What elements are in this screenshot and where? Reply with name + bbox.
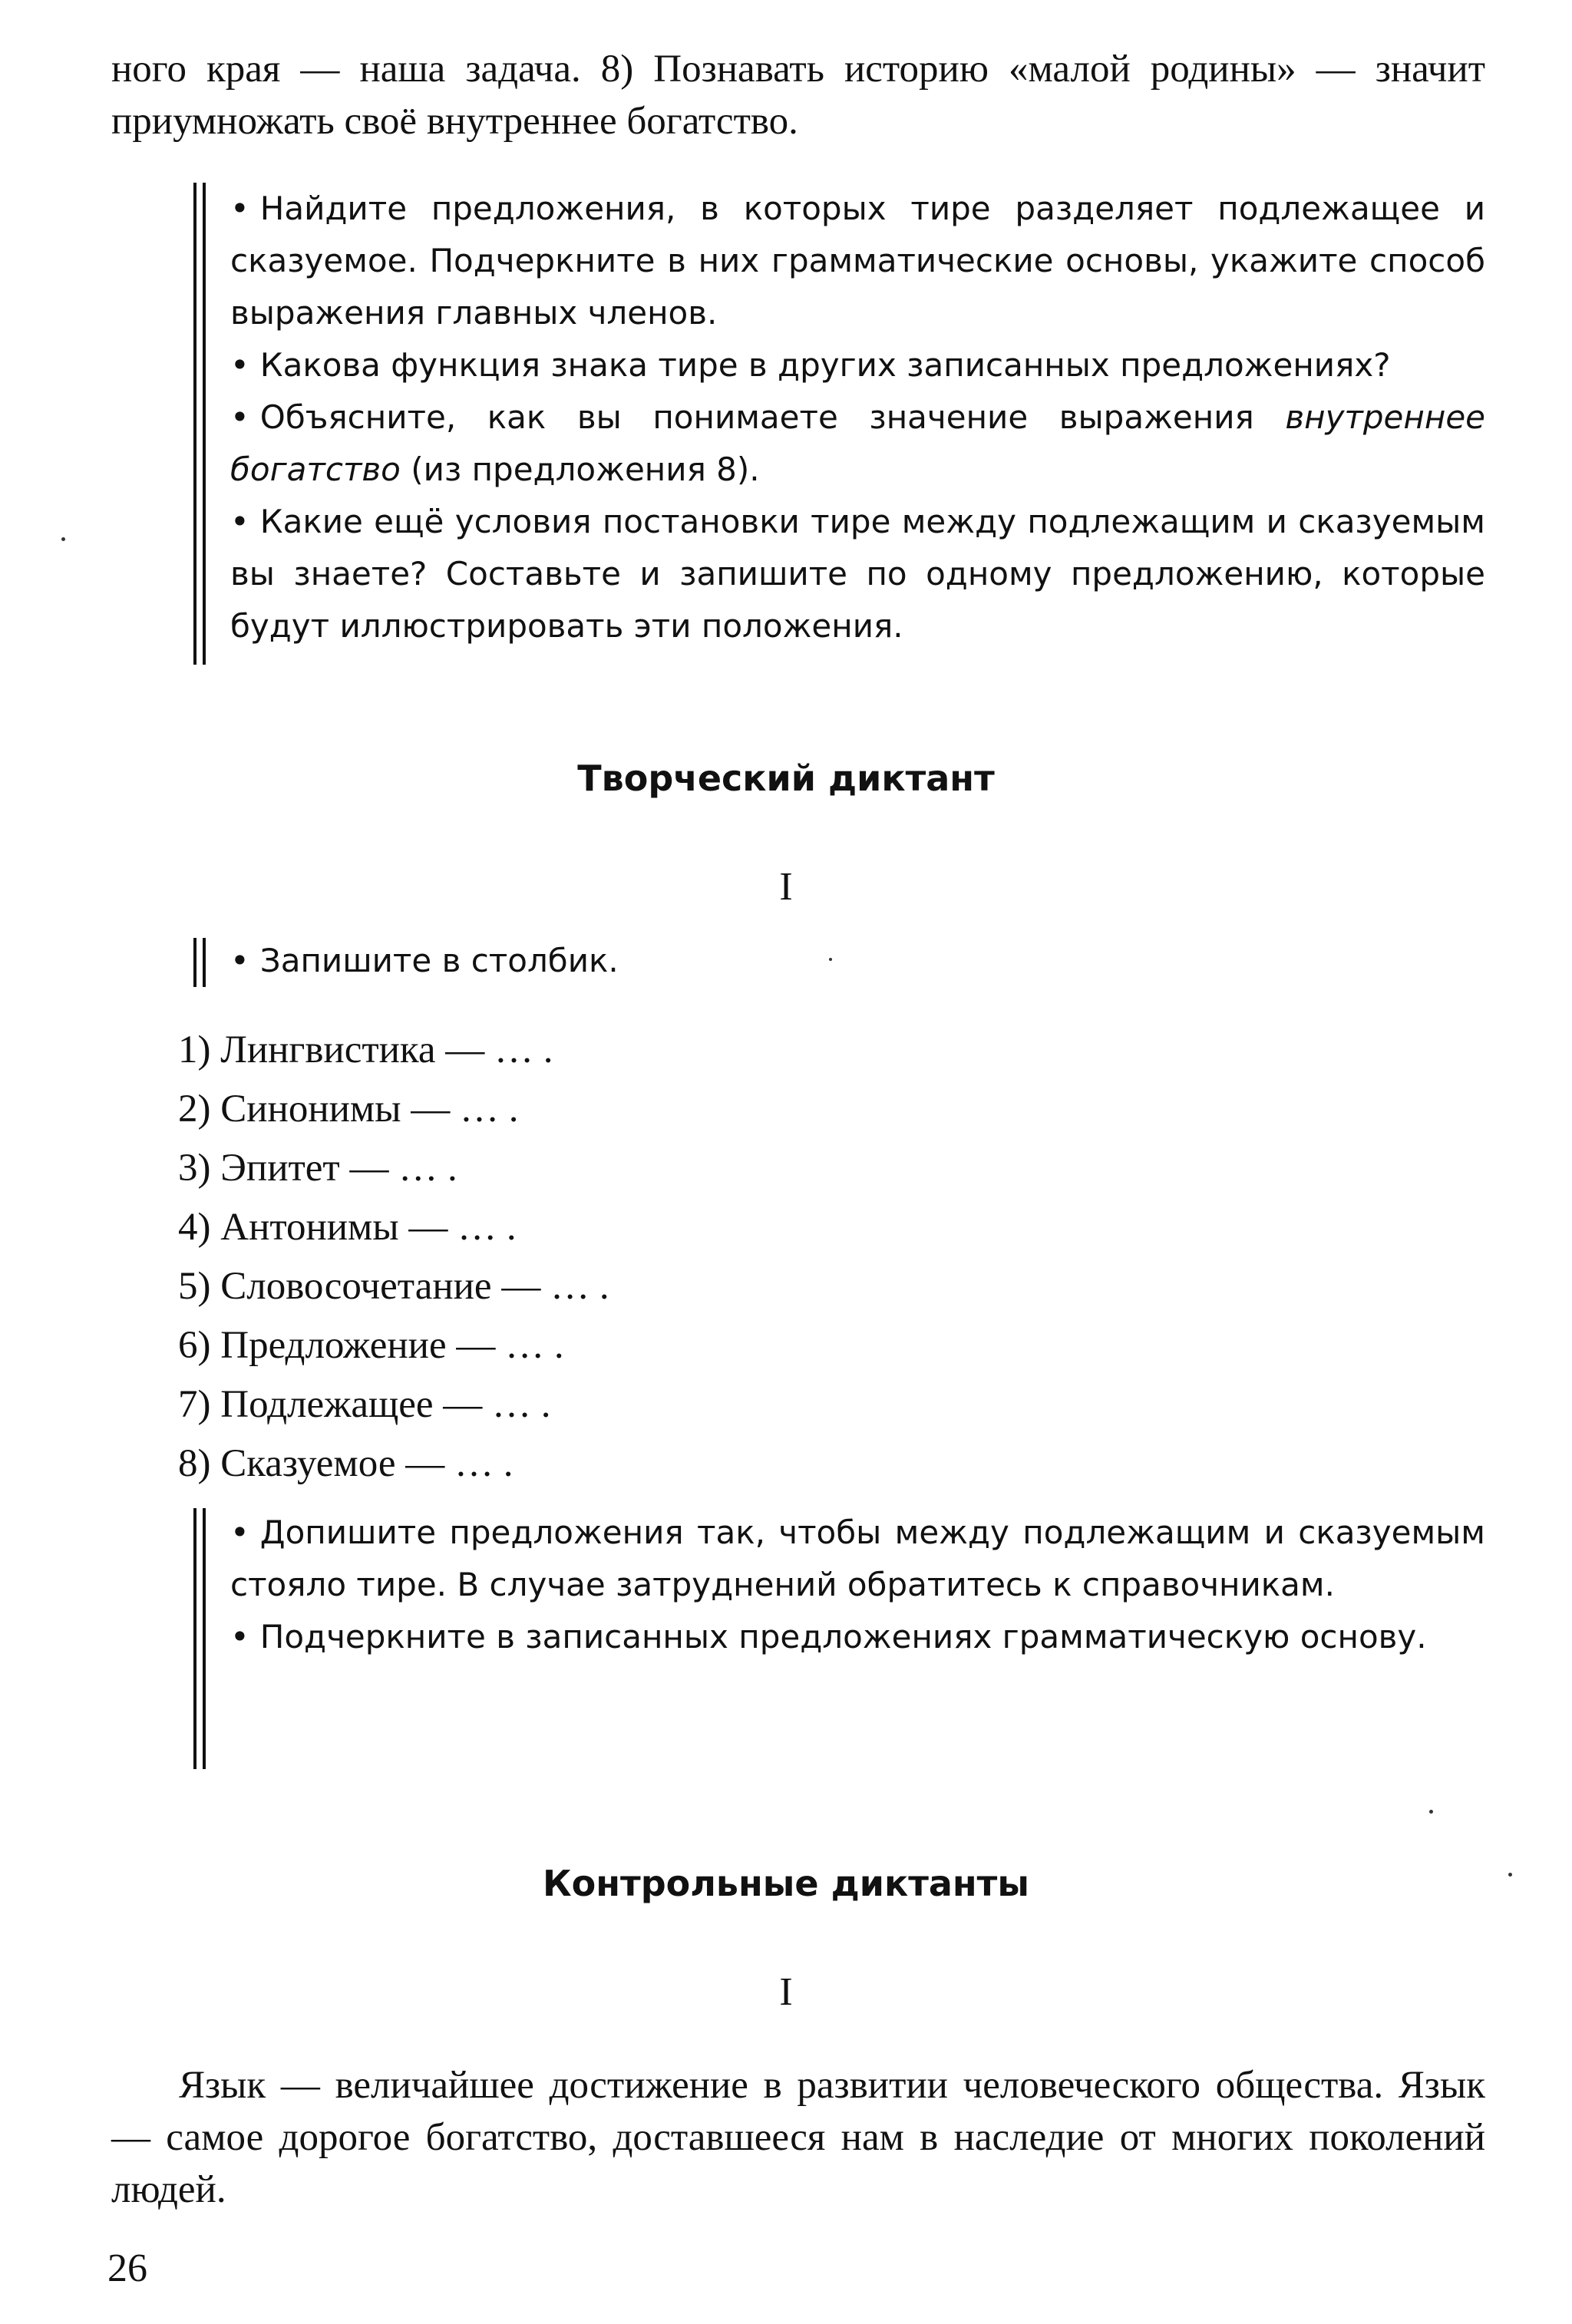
roman-numeral: I — [779, 1970, 793, 2014]
task-bullet-text: Объясните, как вы понимаете значение выражения — [259, 398, 1286, 436]
list-item: 2) Синонимы — … . — [178, 1088, 519, 1131]
list-item: 6) Предложение — … . — [178, 1324, 564, 1367]
scan-speck — [829, 958, 832, 961]
list-item: 8) Сказуемое — … . — [178, 1442, 514, 1485]
task-block-rule — [193, 1508, 206, 1769]
list-item: 4) Антонимы — … . — [178, 1206, 517, 1249]
section-heading-control: Контрольные диктанты — [543, 1863, 1029, 1904]
task-bullet — [230, 391, 1485, 496]
list-item: 5) Словосочетание — … . — [178, 1265, 609, 1308]
task-block-rule — [193, 938, 206, 987]
scan-speck — [1508, 1873, 1512, 1877]
term-list — [178, 1021, 609, 1494]
list-item: 1) Лингвистика — … . — [178, 1028, 553, 1071]
task-bullet: • Какова функция знака тире в других записанных предложениях? — [230, 339, 1485, 391]
task-bullet: • Подчеркните в записанных предложениях грамматическую основу. — [230, 1611, 1485, 1663]
scan-speck — [61, 537, 65, 541]
task-bullet: • Какие ещё условия постановки тире между подлежащим и сказуемым вы знаете? Составьте и запишите по одному предложению, которые будут иллюстрировать эти положения. — [230, 496, 1485, 652]
roman-numeral: I — [779, 865, 793, 909]
task-block-completion — [230, 1507, 1485, 1663]
task-block-instruction — [230, 935, 1527, 987]
italic-phrase: внутреннее богатство — [230, 398, 1485, 488]
section-heading-creative: Творческий диктант — [577, 758, 995, 799]
task-block-rule — [193, 183, 206, 665]
intro-paragraph: ного края — наша задача. 8) Познавать историю «малой родины» — значит приумножать своё внутреннее богатство. — [111, 48, 1485, 143]
task-bullet: • Допишите предложения так, чтобы между подлежащим и сказуемым стояло тире. В случае затруднений обратитесь к справочникам. — [230, 1507, 1485, 1611]
scan-speck — [1429, 1810, 1433, 1814]
page-number: 26 — [107, 2246, 147, 2290]
dictation-paragraph: Язык — величайшее достижение в развитии человеческого общества. Язык — самое дорогое богатство, доставшееся нам в наследие от многих поколений людей. — [111, 2064, 1485, 2211]
task-bullet-text: (из предложения 8). — [400, 451, 760, 488]
task-block-analysis — [230, 183, 1485, 652]
task-bullet: • Найдите предложения, в которых тире разделяет подлежащее и сказуемое. Подчеркните в них грамматические основы, укажите способ выражения главных членов. — [230, 183, 1485, 339]
list-item: 7) Подлежащее — … . — [178, 1383, 551, 1426]
list-item: 3) Эпитет — … . — [178, 1147, 457, 1190]
task-bullet: • Запишите в столбик. — [230, 935, 1527, 987]
